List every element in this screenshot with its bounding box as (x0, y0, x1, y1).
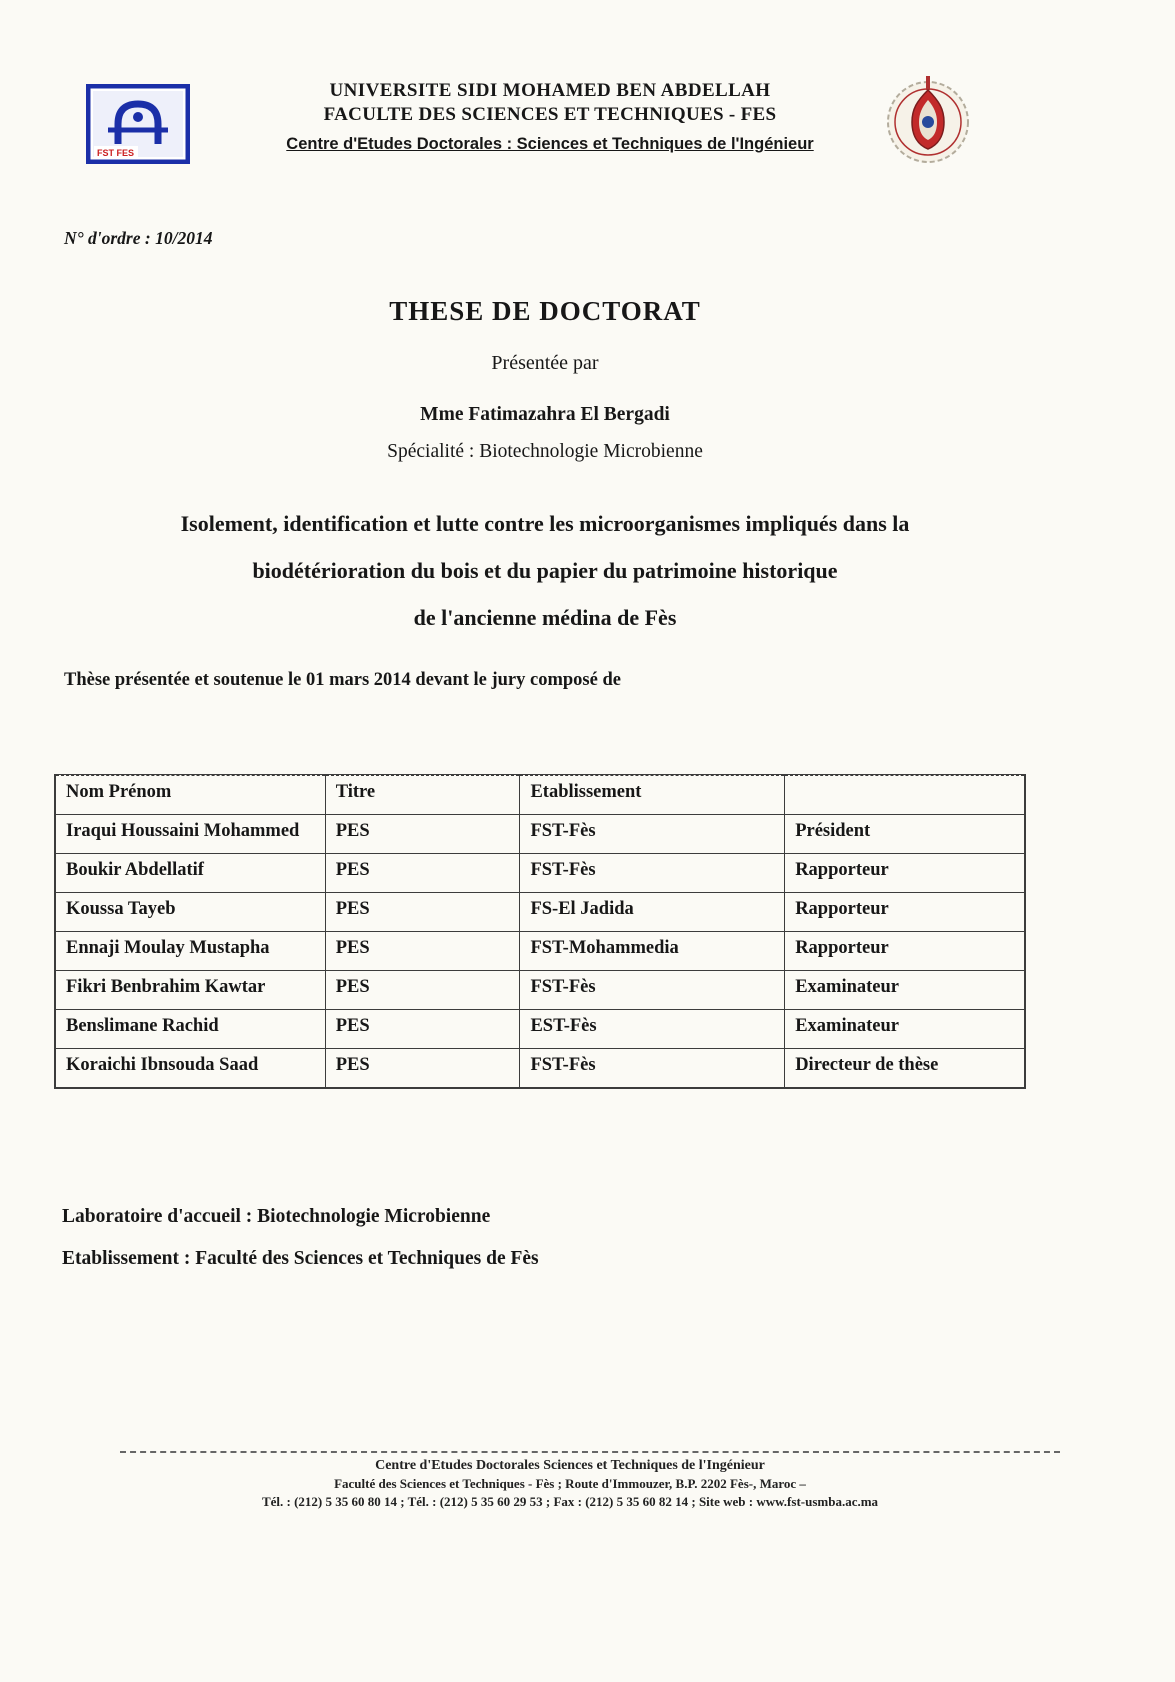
jury-table-body (56, 815, 1025, 1088)
footer-contact: Tél. : (212) 5 35 60 80 14 ; Tél. : (212) 5 35 60 29 53 ; Fax : (212) 5 35 60 82 14 ; Site web : www.fst-usmba.ac.ma (261, 1494, 879, 1509)
table-cell: Benslimane Rachid (56, 1010, 326, 1049)
table-cell: FS-El Jadida (520, 893, 785, 932)
table-cell: PES (325, 893, 520, 932)
table-cell: Directeur de thèse (785, 1049, 1025, 1088)
laboratory-line: Laboratoire d'accueil : Biotechnologie Microbienne (62, 1206, 491, 1227)
university-name: UNIVERSITE SIDI MOHAMED BEN ABDELLAH (329, 80, 771, 101)
table-cell: PES (325, 1049, 520, 1088)
table-cell: Fikri Benbrahim Kawtar (56, 971, 326, 1010)
table-row (56, 1010, 1025, 1049)
table-row (56, 932, 1025, 971)
table-row (56, 815, 1025, 854)
document-type-title: THESE DE DOCTORAT (389, 296, 701, 326)
thesis-title-line-3: de l'ancienne médina de Fès (413, 605, 677, 630)
table-cell: Rapporteur (785, 893, 1025, 932)
fst-fes-logo-icon (86, 84, 190, 164)
table-cell: FST-Fès (520, 854, 785, 893)
footer-address: Faculté des Sciences et Techniques - Fès ; Route d'Immouzer, B.P. 2202 Fès-, Maroc – (334, 1476, 806, 1491)
table-cell: PES (325, 932, 520, 971)
table-cell: FST-Fès (520, 1049, 785, 1088)
doctoral-center-name: Centre d'Etudes Doctorales : Sciences et Techniques de l'Ingénieur (286, 135, 814, 153)
thesis-title-line-2: biodétérioration du bois et du papier du patrimoine historique (252, 558, 838, 583)
table-row (56, 1049, 1025, 1088)
specialty-line: Spécialité : Biotechnologie Microbienne (387, 441, 703, 462)
table-cell: FST-Fès (520, 971, 785, 1010)
table-cell: Examinateur (785, 1010, 1025, 1049)
footer (65, 1458, 1075, 1510)
order-number: N° d'ordre : 10/2014 (64, 228, 213, 248)
table-row (56, 854, 1025, 893)
table-cell: Rapporteur (785, 854, 1025, 893)
column-header-etablissement: Etablissement (520, 776, 785, 815)
table-cell: FST-Fès (520, 815, 785, 854)
table-cell: PES (325, 815, 520, 854)
author-name: Mme Fatimazahra El Bergadi (420, 404, 670, 425)
table-row (56, 971, 1025, 1010)
jury-table (55, 775, 1025, 1088)
table-cell: Examinateur (785, 971, 1025, 1010)
university-seal-logo (886, 70, 970, 171)
table-cell: PES (325, 1010, 520, 1049)
table-cell: PES (325, 971, 520, 1010)
faculty-name: FACULTE DES SCIENCES ET TECHNIQUES - FES (323, 104, 777, 125)
table-cell: Rapporteur (785, 932, 1025, 971)
header (225, 80, 875, 154)
table-cell: FST-Mohammedia (520, 932, 785, 971)
table-cell: Iraqui Houssaini Mohammed (56, 815, 326, 854)
column-header-titre: Titre (325, 776, 520, 815)
table-cell: Boukir Abdellatif (56, 854, 326, 893)
jury-intro-line: Thèse présentée et soutenue le 01 mars 2014 devant le jury composé de (64, 670, 621, 690)
table-cell: Président (785, 815, 1025, 854)
fst-fes-logo (86, 84, 190, 169)
column-header-nom-prenom: Nom Prénom (56, 776, 326, 815)
presented-by-label: Présentée par (491, 352, 599, 374)
university-seal-icon (886, 70, 970, 166)
table-row (56, 893, 1025, 932)
table-header-row (56, 776, 1025, 815)
fst-logo-text: FST FES (97, 148, 135, 158)
establishment-line: Etablissement : Faculté des Sciences et Techniques de Fès (62, 1248, 539, 1269)
table-cell: Koraichi Ibnsouda Saad (56, 1049, 326, 1088)
thesis-title-line-1: Isolement, identification et lutte contre les microorganismes impliqués dans la (180, 511, 910, 536)
table-cell: Ennaji Moulay Mustapha (56, 932, 326, 971)
lab-info-block (62, 1196, 539, 1280)
thesis-title (40, 500, 1050, 641)
footer-divider (120, 1451, 1060, 1453)
table-cell: Koussa Tayeb (56, 893, 326, 932)
table-cell: PES (325, 854, 520, 893)
table-cell: EST-Fès (520, 1010, 785, 1049)
footer-center-name: Centre d'Etudes Doctorales Sciences et Techniques de l'Ingénieur (375, 1458, 765, 1473)
column-header-role (785, 776, 1025, 815)
